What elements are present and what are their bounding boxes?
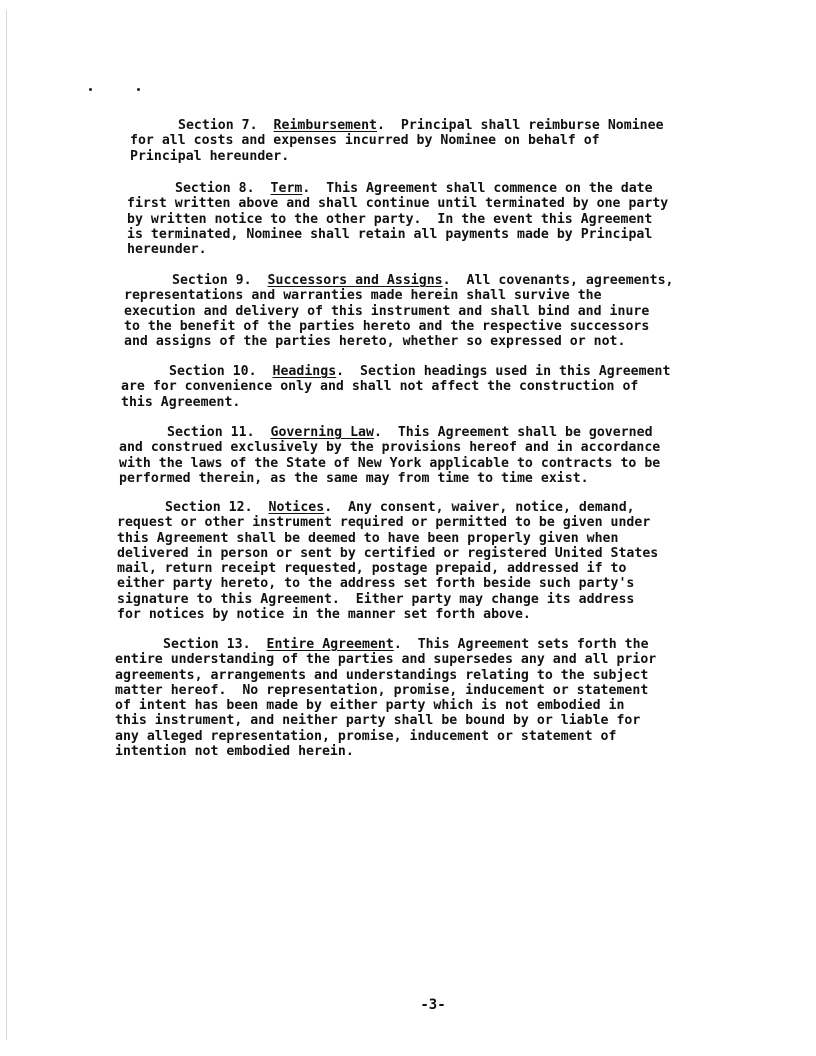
section-11: [119, 425, 769, 486]
section-line: and assigns of the parties hereto, whether so expressed or not.: [124, 334, 626, 350]
scan-speck: [137, 88, 140, 91]
section-heading: Reimbursement: [273, 118, 378, 133]
section-line: this Agreement.: [121, 394, 241, 410]
section-label: Section 12.: [165, 500, 253, 515]
section-line: Principal hereunder.: [130, 148, 290, 164]
section-line: request or other instrument required or permitted to be given under: [117, 515, 651, 531]
section-line: first written above and shall continue until terminated by one party: [127, 196, 669, 212]
section-line: hereunder.: [127, 242, 207, 258]
scan-speck: [89, 88, 92, 91]
section-line: any alleged representation, promise, inducement or statement of: [115, 728, 617, 744]
section-line: entire understanding of the parties and supersedes any and all prior: [115, 652, 657, 668]
section-label: Section 7.: [178, 118, 258, 133]
section-line: for all costs and expenses incurred by Nominee on behalf of: [130, 133, 600, 149]
section-line: representations and warranties made herein shall survive the: [124, 288, 602, 304]
section-line: and construed exclusively by the provisions hereof and in accordance: [119, 440, 661, 456]
section-line: by written notice to the other party. In the event this Agreement: [127, 211, 653, 227]
page-number: -3-: [420, 997, 446, 1013]
section-first-line: [130, 118, 780, 133]
section-heading: Successors and Assigns: [267, 273, 443, 288]
section-line: performed therein, as the same may from time to time exist.: [119, 470, 589, 486]
section-first-line: [115, 637, 765, 652]
section-line: are for convenience only and shall not affect the construction of: [121, 379, 639, 395]
section-line: intention not embodied herein.: [115, 744, 354, 760]
section-line: this Agreement shall be deemed to have been properly given when: [117, 530, 619, 546]
section-first-line: [119, 425, 769, 440]
section-first-line: [127, 181, 777, 196]
section-heading: Term: [270, 181, 303, 196]
section-line: with the laws of the State of New York applicable to contracts to be: [119, 455, 661, 471]
section-text: . All covenants, agreements,: [442, 273, 674, 288]
section-text: . Section headings used in this Agreement: [336, 364, 671, 379]
section-label: Section 8.: [175, 181, 255, 196]
scan-edge-line: [6, 10, 7, 1040]
section-line: signature to this Agreement. Either party may change its address: [117, 591, 635, 607]
section-line: is terminated, Nominee shall retain all payments made by Principal: [127, 226, 653, 242]
section-line: agreements, arrangements and understandings relating to the subject: [115, 667, 649, 683]
section-text: . Any consent, waiver, notice, demand,: [324, 500, 635, 515]
section-text: . This Agreement sets forth the: [393, 637, 649, 652]
section-line: either party hereto, to the address set forth beside such party's: [117, 576, 635, 592]
section-heading: Entire Agreement: [266, 637, 394, 652]
section-label: Section 13.: [163, 637, 251, 652]
section-9: [124, 273, 774, 349]
section-label: Section 10.: [169, 364, 257, 379]
section-7: [130, 118, 780, 164]
section-text: . This Agreement shall commence on the date: [302, 181, 653, 196]
section-label: Section 11.: [167, 425, 255, 440]
section-first-line: [124, 273, 774, 288]
section-line: of intent has been made by either party which is not embodied in: [115, 698, 625, 714]
section-line: matter hereof. No representation, promise, inducement or statement: [115, 682, 649, 698]
section-10: [121, 364, 771, 410]
section-line: delivered in person or sent by certified or registered United States: [117, 545, 659, 561]
section-8: [127, 181, 777, 257]
section-line: execution and delivery of this instrument and shall bind and inure: [124, 303, 650, 319]
section-label: Section 9.: [172, 273, 252, 288]
section-13: [115, 637, 765, 759]
section-line: for notices by notice in the manner set forth above.: [117, 607, 531, 623]
section-text: . Principal shall reimburse Nominee: [377, 118, 664, 133]
section-heading: Notices: [268, 500, 325, 515]
section-line: mail, return receipt requested, postage prepaid, addressed if to: [117, 561, 627, 577]
section-first-line: [121, 364, 771, 379]
section-12: [117, 500, 767, 622]
section-first-line: [117, 500, 767, 515]
section-line: to the benefit of the parties hereto and the respective successors: [124, 318, 650, 334]
section-text: . This Agreement shall be governed: [373, 425, 653, 440]
section-line: this instrument, and neither party shall be bound by or liable for: [115, 713, 641, 729]
section-heading: Governing Law: [270, 425, 374, 440]
section-heading: Headings: [272, 364, 337, 379]
